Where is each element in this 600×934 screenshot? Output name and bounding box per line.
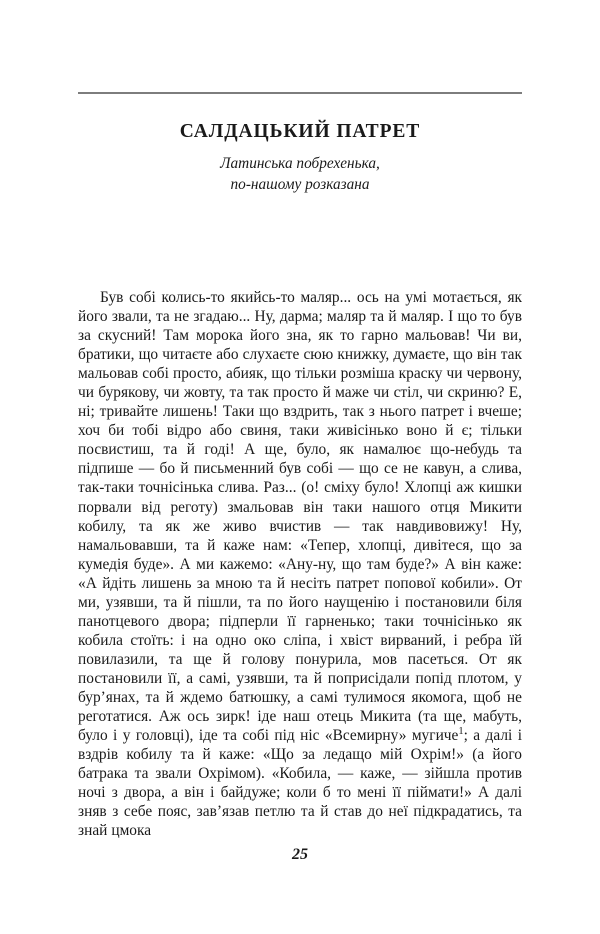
body-paragraph — [78, 288, 522, 840]
page-title: САЛДАЦЬКИЙ ПАТРЕТ — [179, 121, 421, 142]
body-paragraph-part-2: ; а далі і вздрів кобилу та й каже: «Що за ледащо мій Охрім!» (а його батрака та звали Охрімом). «Кобила, — каже, — зійшла против ночі з двора, а він і байдуже; коли б то мені її піймати!» А далі зняв з себе пояс, зав’язав петлю та й став до неї підкрадатись, та знай цмока — [78, 727, 522, 840]
page-number: 25 — [292, 846, 308, 863]
subtitle-line-1: Латинська побрехенька, — [220, 155, 380, 173]
body-text-block — [78, 288, 522, 840]
body-paragraph-part-1: Був собі колись-то якийсь-то маляр... ось на умі мотається, як його звали, та не згадаю... Ну, дарма; маляр та й маляр. І що то був за скусний! Там морока його зна, як то гарно мальовав! Чи ви, братики, що читаєте або слухаєте сюю книжку, думаєте, що він так мальовав собі просто, абияк, що тільки розміша краску чи червону, чи бурякову, чи жовту, та так просто й маже чи стіл, чи скриню? Е, ні; тривайте лишень! Таки що вздрить, так з нього патрет і вчеше; хоч би тобі відро або свиня, таки живісінько воно й є; тільки посвистиш, та й годі! А ще, було, як намалює що-небудь та підпише — бо й письменний був собі — що се не кавун, а слива, так-таки точнісінька слива. Раз... (о! сміху було! Хлопці аж кишки порвали від реготу) змальовав він таки нашого отця Микити кобилу, та як же живо вчистив — так навдивовижу! Ну, намальовавши, та й каже нам: «Тепер, хлопці, дивітеся, що за кумедія буде». А ми кажемо: «Ану-ну, що там буде?» А він каже: «А йдіть лишень за мною та й несіть патрет попової кобили». От ми, узявши, та й пішли, та по його наущенію і постановили біля панотцевого двора; підперли її гарненько; таки точнісінько як кобила стоїть: і на одно око сліпа, і хвіст вирваний, і ребра їй повилазили, та ще й голову понурила, мов пасеться. От як постановили її, а самі, узявши, та й поприсідали попід плотом, у бур’янах, та й ждемо батюшку, а самі тулимося якомога, щоб не реготатися. Аж ось зирк! іде наш отець Микита (та ще, мабуть, було і у головці), іде та собі під ніс «Всемирну» мугиче — [78, 289, 522, 745]
page-subtitle — [78, 154, 522, 195]
footnote-reference-marker: 1 — [458, 725, 464, 737]
subtitle-line-2: по-нашому розказана — [230, 175, 370, 193]
header-divider-rule — [78, 92, 522, 94]
title-block — [78, 120, 522, 195]
